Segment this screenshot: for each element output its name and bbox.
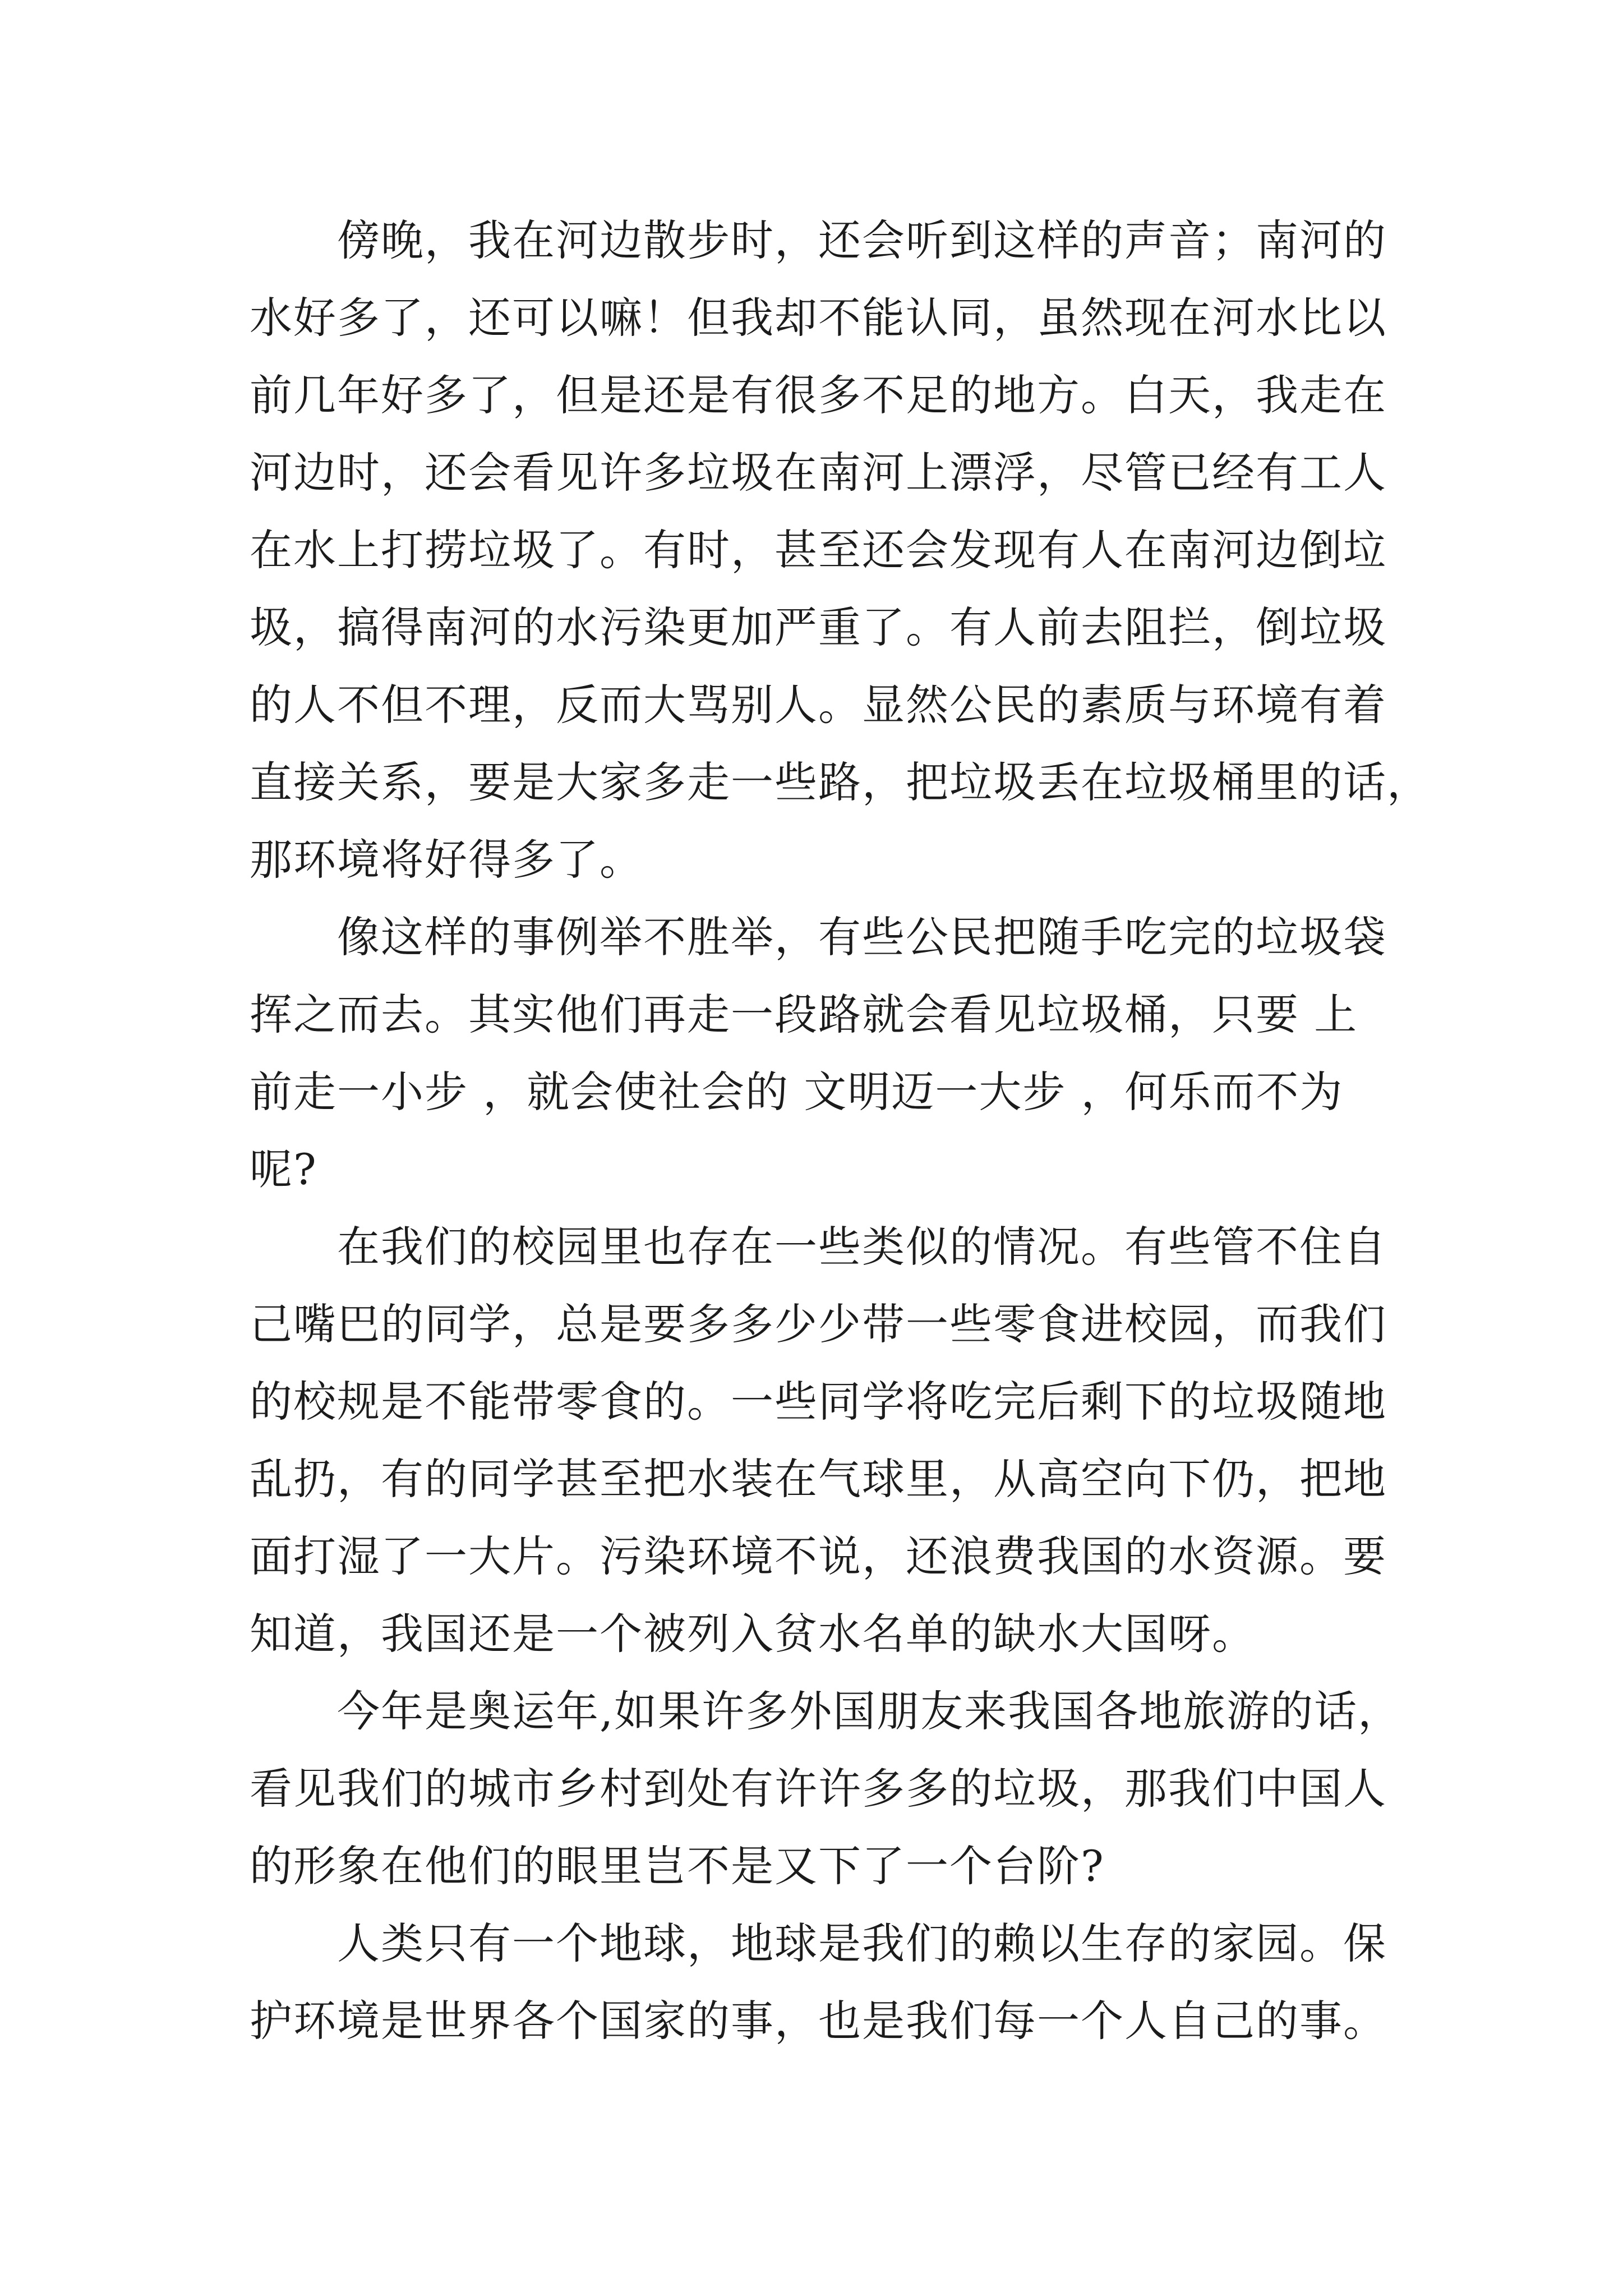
text-line: 那环境将好得多了。 [250,835,643,885]
text-line: 的校规是不能带零食的。一些同学将吃完后剩下的垃圾随地 [250,1377,1387,1427]
text-line: 直接关系，要是大家多走一些路，把垃圾丢在垃圾桶里的话， [250,757,1431,807]
text-line: 面打湿了一大片。污染环境不说，还浪费我国的水资源。要 [250,1531,1387,1581]
paragraph [250,1208,1483,1673]
text-line: 护环境是世界各个国家的事，也是我们每一个人自己的事。 [250,1996,1387,2046]
text-line: 的人不但不理，反而大骂别人。显然公民的素质与环境有着 [250,680,1387,730]
text-line: 知道，我国还是一个被列入贫水名单的缺水大国呀。 [250,1609,1256,1659]
text-line: 圾，搞得南河的水污染更加严重了。有人前去阻拦，倒垃圾 [250,602,1387,652]
text-line: 的形象在他们的眼里岂不是又下了一个台阶? [250,1841,1105,1891]
text-line: 在我们的校园里也存在一些类似的情况。有些管不住自 [337,1222,1387,1272]
paragraph [250,899,1483,1208]
text-line: 今年是奥运年,如果许多外国朋友来我国各地旅游的话， [337,1686,1402,1736]
paragraph [250,202,1483,899]
text-line: 人类只有一个地球，地球是我们的赖以生存的家园。保 [337,1918,1387,1968]
text-line: 己嘴巴的同学，总是要多多少少带一些零食进校园，而我们 [250,1299,1387,1349]
paragraph [250,1673,1483,1905]
paragraph [250,1905,1483,2060]
text-line: 呢? [250,1144,317,1194]
text-line: 在水上打捞垃圾了。有时，甚至还会发现有人在南河边倒垃 [250,525,1387,575]
text-line: 前走一小步 ，就会使社会的 文明迈一大步 ，何乐而不为 [250,1067,1344,1117]
text-line: 水好多了，还可以嘛！但我却不能认同，虽然现在河水比以 [250,293,1387,343]
text-line: 像这样的事例举不胜举，有些公民把随手吃完的垃圾袋 [337,912,1387,962]
text-line: 傍晚，我在河边散步时，还会听到这样的声音；南河的 [337,215,1387,265]
text-line: 看见我们的城市乡村到处有许许多多的垃圾，那我们中国人 [250,1764,1387,1814]
body-text [250,202,1483,2060]
text-line: 前几年好多了，但是还是有很多不足的地方。白天，我走在 [250,370,1387,420]
text-line: 河边时，还会看见许多垃圾在南河上漂浮，尽管已经有工人 [250,448,1387,498]
text-line: 乱扔，有的同学甚至把水装在气球里，从高空向下仍，把地 [250,1454,1387,1504]
text-line: 挥之而去。其实他们再走一段路就会看见垃圾桶，只要 上 [250,990,1358,1039]
